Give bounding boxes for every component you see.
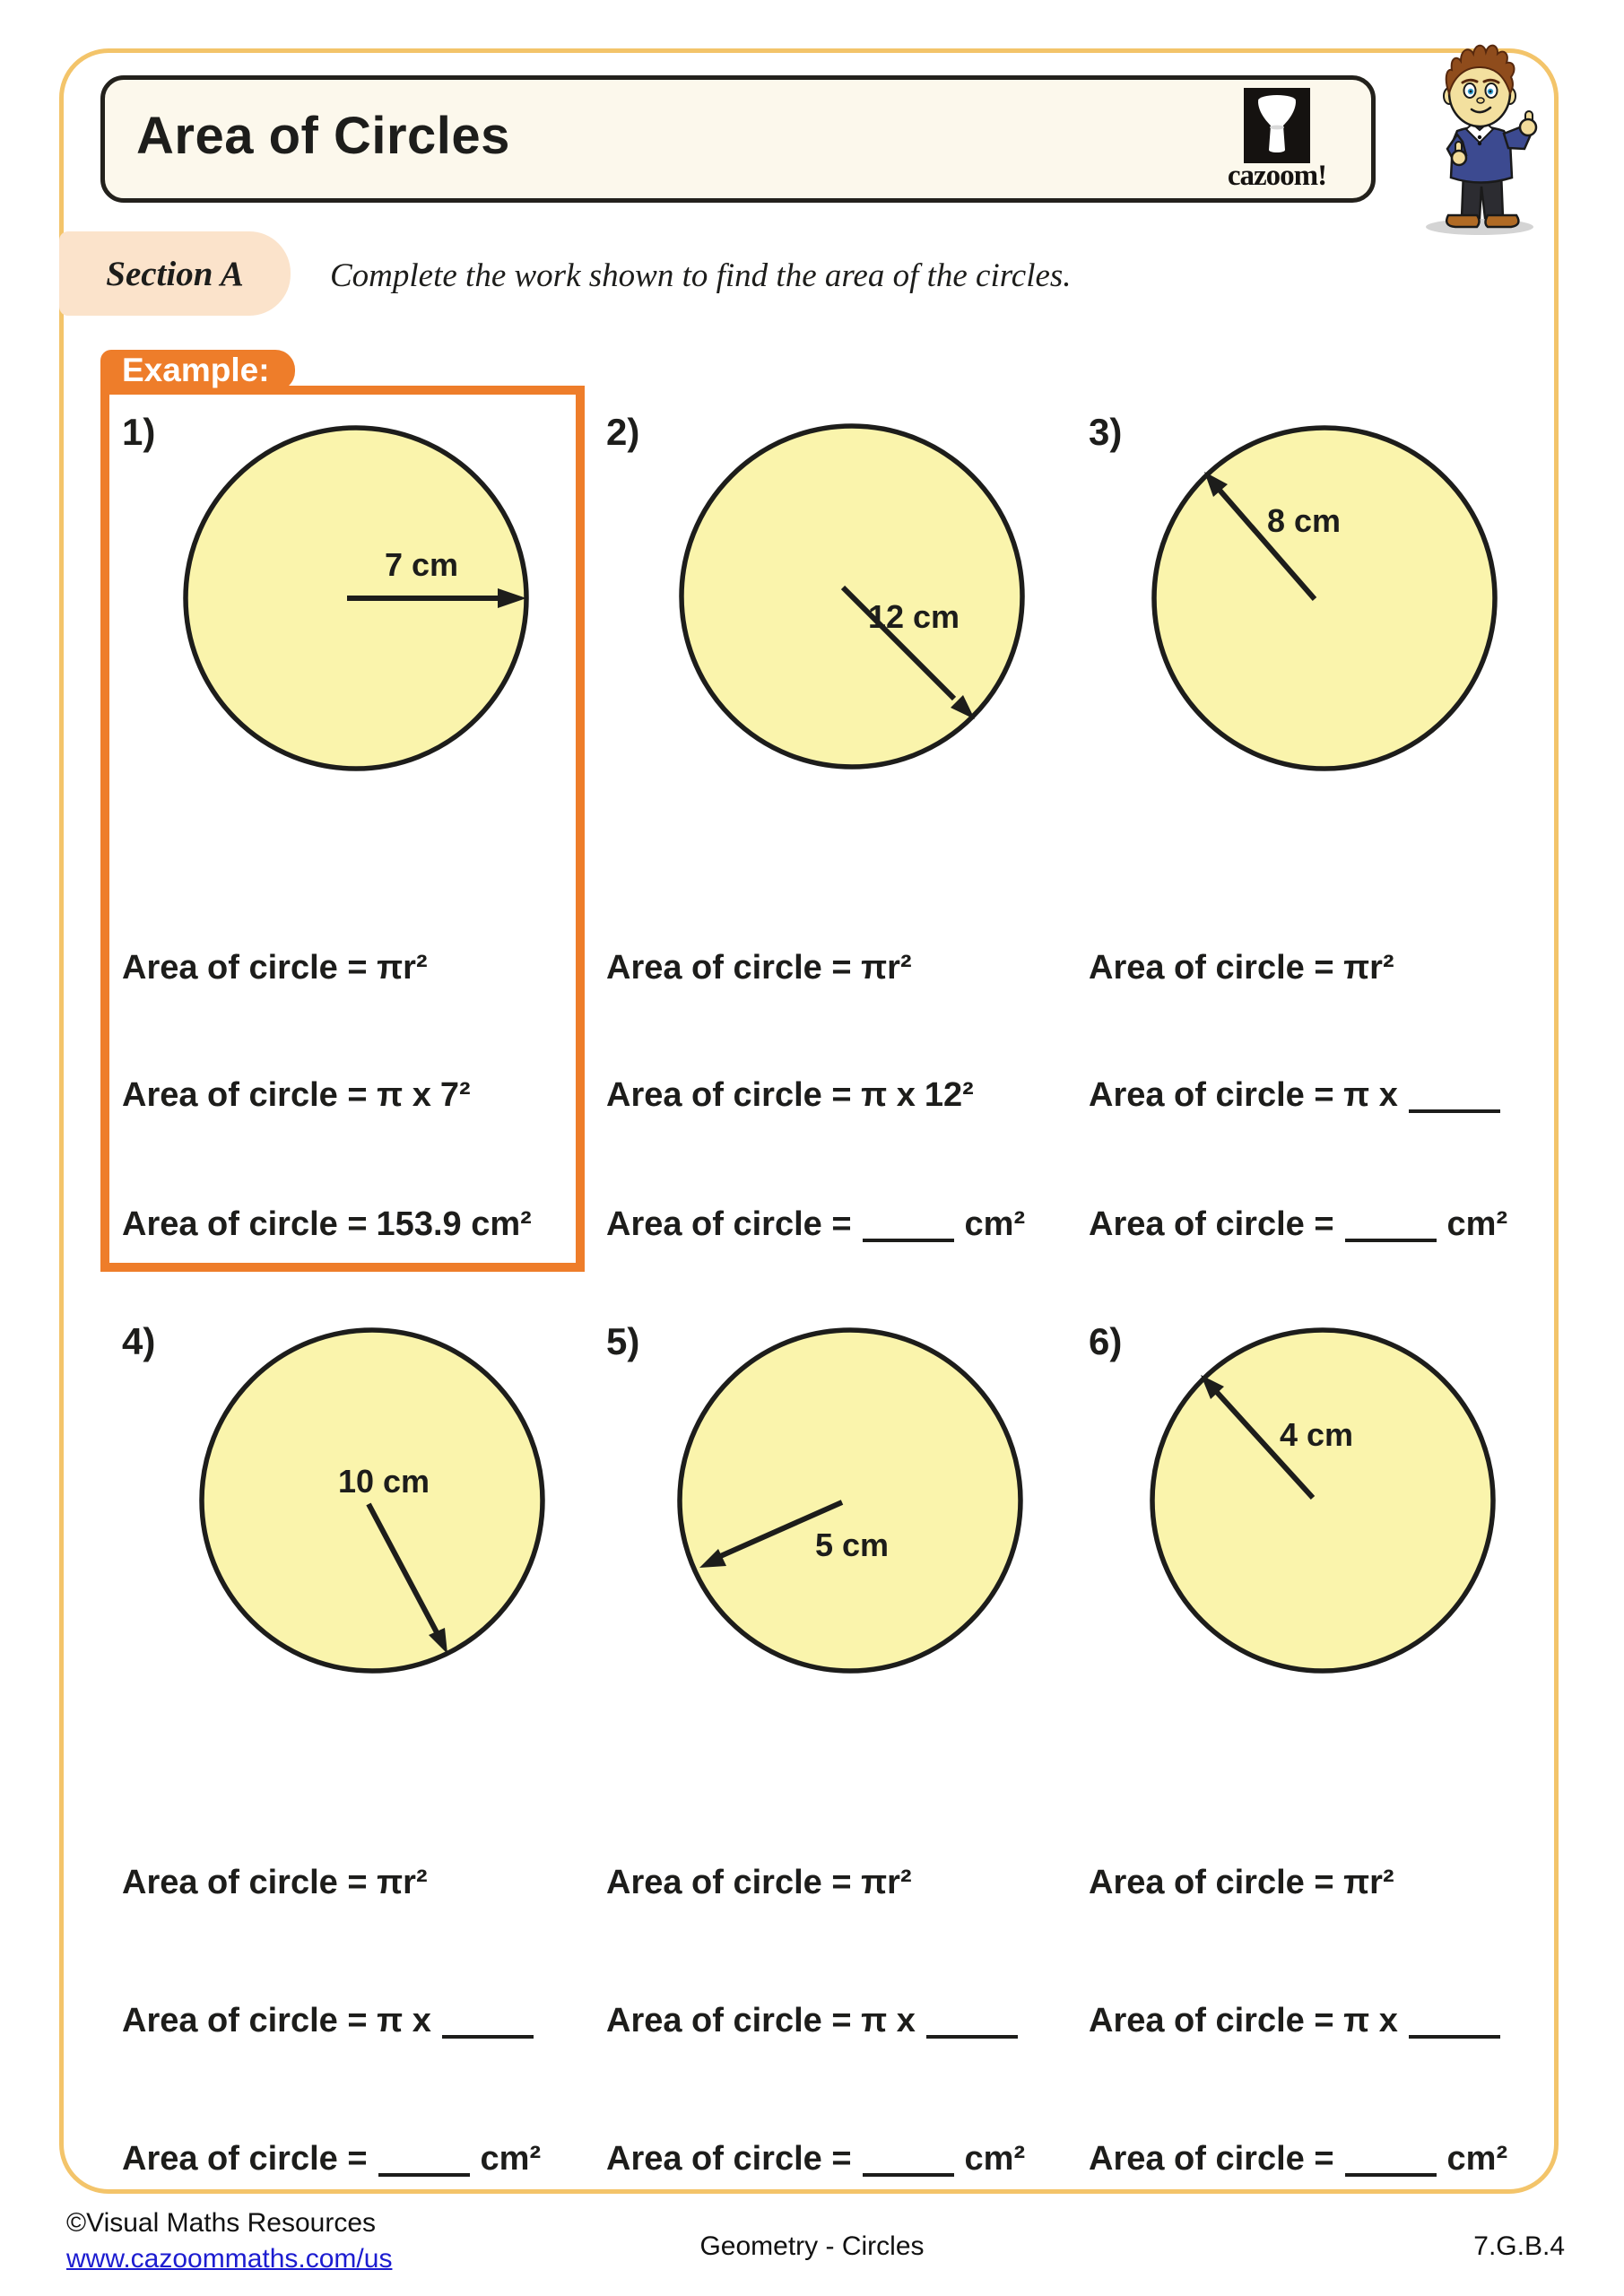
circle-figure-1 (181, 423, 531, 773)
answer-blank (442, 2008, 534, 2039)
circle-figure-6 (1148, 1326, 1498, 1675)
work-line-answer: Area of circle = cm² (1089, 1205, 1508, 1243)
section-label: Section A (106, 254, 244, 293)
answer-blank (1409, 2008, 1500, 2039)
radius-label: 7 cm (384, 546, 459, 583)
work-line-answer: Area of circle = cm² (606, 2140, 1026, 2178)
answer-blank (1345, 1212, 1437, 1242)
work-line-substitution: Area of circle = π x (1089, 1076, 1511, 1115)
footer-standard-code: 7.G.B.4 (1473, 2231, 1565, 2261)
work-line-answer: Area of circle = cm² (606, 1205, 1026, 1243)
radius-label: 10 cm (337, 1463, 430, 1500)
circle-figure-5 (675, 1326, 1025, 1675)
page-title: Area of Circles (136, 107, 510, 165)
section-badge (59, 231, 291, 316)
work-line-substitution: Area of circle = π x (606, 2002, 1029, 2040)
work-line-formula: Area of circle = πr² (606, 949, 912, 987)
answer-blank (863, 2146, 954, 2177)
problem-number: 2) (606, 411, 640, 453)
footer-copyright: ©Visual Maths Resources (66, 2208, 377, 2238)
radius-label: 12 cm (867, 598, 960, 635)
problem-number: 3) (1089, 411, 1123, 453)
radius-label: 8 cm (1266, 502, 1342, 539)
answer-blank (863, 1212, 954, 1242)
answer-blank (926, 2008, 1018, 2039)
work-line-substitution: Area of circle = π x 7² (122, 1076, 471, 1114)
answer-blank (1409, 1083, 1500, 1113)
circle-figure-3 (1150, 423, 1499, 773)
problem-number: 5) (606, 1320, 640, 1362)
work-line-substitution: Area of circle = π x (122, 2002, 544, 2040)
footer-website-link[interactable]: www.cazoommaths.com/us (66, 2244, 393, 2274)
work-line-formula: Area of circle = πr² (1089, 949, 1394, 987)
problem-number: 1) (122, 411, 156, 453)
djembe-drum-icon (1244, 88, 1310, 163)
problem-number: 4) (122, 1320, 156, 1362)
mascot-boy-illustration (1393, 41, 1572, 239)
example-tab: Example: (100, 350, 295, 391)
work-line-substitution: Area of circle = π x (1089, 2002, 1511, 2040)
work-line-formula: Area of circle = πr² (122, 949, 428, 987)
work-line-answer: Area of circle = 153.9 cm² (122, 1205, 532, 1243)
section-instruction: Complete the work shown to find the area of the circles. (330, 257, 1072, 294)
work-line-formula: Area of circle = πr² (122, 1864, 428, 1901)
footer-topic-label: Geometry - Circles (699, 2231, 925, 2261)
answer-blank (1345, 2146, 1437, 2177)
work-line-answer: Area of circle = cm² (1089, 2140, 1508, 2178)
work-line-formula: Area of circle = πr² (1089, 1864, 1394, 1901)
problem-number: 6) (1089, 1320, 1123, 1362)
work-line-formula: Area of circle = πr² (606, 1864, 912, 1901)
circle-figure-4 (197, 1326, 547, 1675)
radius-label: 5 cm (814, 1526, 890, 1563)
work-line-answer: Area of circle = cm² (122, 2140, 542, 2178)
circle-figure-2 (677, 422, 1027, 771)
cazoom-logo-wordmark: cazoom! (1227, 160, 1327, 192)
radius-label: 4 cm (1279, 1416, 1354, 1453)
answer-blank (378, 2146, 470, 2177)
work-line-substitution: Area of circle = π x 12² (606, 1076, 974, 1114)
